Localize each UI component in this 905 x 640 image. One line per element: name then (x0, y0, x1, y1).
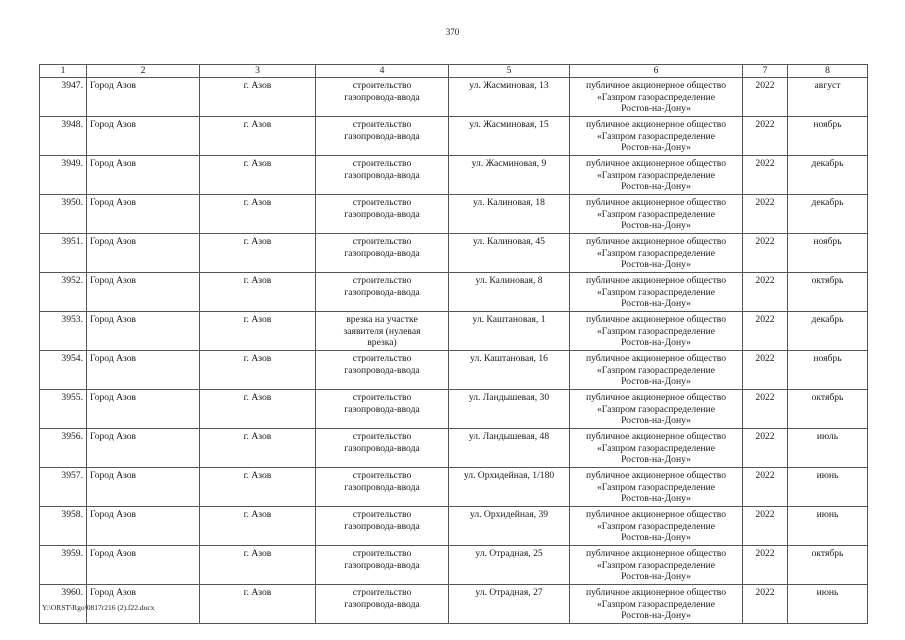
work-type-cell-line: строительство (352, 119, 412, 130)
settlement-cell: г. Азов (200, 195, 316, 234)
settlement-cell: г. Азов (200, 234, 316, 273)
address-cell: ул. Калиновая, 45 (449, 234, 570, 273)
month-cell: октябрь (788, 390, 868, 429)
work-type-cell (316, 351, 449, 390)
table-row (40, 156, 868, 195)
table-row (40, 312, 868, 351)
table-row (40, 546, 868, 585)
organization-cell-line: «Газпром газораспределение (597, 481, 715, 493)
organization-cell-line: «Газпром газораспределение (597, 520, 715, 532)
work-type-cell-line: газопровода-ввода (344, 403, 420, 415)
footer-file-path: Y:\ORST\Rgo\0817r216 (2).f22.docx (42, 603, 155, 612)
organization-cell-line: публичное акционерное общество (585, 392, 727, 403)
organization-cell-line: «Газпром газораспределение (597, 325, 715, 337)
address-cell: ул. Калиновая, 18 (449, 195, 570, 234)
row-number-cell: 3960. (40, 585, 87, 624)
work-type-cell-line: газопровода-ввода (344, 442, 420, 454)
month-cell: октябрь (788, 546, 868, 585)
work-type-cell-line: строительство (352, 431, 412, 442)
column-header: 2 (87, 65, 200, 78)
organization-cell-line: публичное акционерное общество (585, 236, 727, 247)
organization-cell-line: Ростов-на-Дону» (621, 142, 691, 153)
work-type-cell (316, 78, 449, 117)
table-row (40, 234, 868, 273)
address-cell: ул. Орхидейная, 1/180 (449, 468, 570, 507)
month-cell: октябрь (788, 273, 868, 312)
organization-cell (570, 156, 743, 195)
table-row (40, 468, 868, 507)
table-body (40, 78, 868, 624)
organization-cell-line: публичное акционерное общество (585, 197, 727, 208)
address-cell: ул. Отрадная, 27 (449, 585, 570, 624)
settlement-cell: г. Азов (200, 351, 316, 390)
address-cell: ул. Отрадная, 25 (449, 546, 570, 585)
month-cell: декабрь (788, 195, 868, 234)
organization-cell (570, 117, 743, 156)
month-cell: июль (788, 429, 868, 468)
work-type-cell (316, 429, 449, 468)
organization-cell-line: публичное акционерное общество (585, 431, 727, 442)
organization-cell-line: «Газпром газораспределение (597, 286, 715, 298)
work-type-cell-line: заявителя (нулевая (343, 325, 421, 337)
organization-cell-line: публичное акционерное общество (585, 509, 727, 520)
year-cell: 2022 (743, 429, 788, 468)
organization-cell-line: Ростов-на-Дону» (621, 571, 691, 582)
organization-cell-line: Ростов-на-Дону» (621, 220, 691, 231)
column-header: 3 (200, 65, 316, 78)
work-type-cell (316, 390, 449, 429)
registry-table (39, 64, 868, 624)
year-cell: 2022 (743, 507, 788, 546)
municipality-cell: Город Азов (87, 312, 200, 351)
column-header: 5 (449, 65, 570, 78)
work-type-cell-line: строительство (352, 353, 412, 364)
year-cell: 2022 (743, 234, 788, 273)
table-row (40, 195, 868, 234)
work-type-cell-line: строительство (352, 470, 412, 481)
month-cell: июнь (788, 585, 868, 624)
organization-cell-line: Ростов-на-Дону» (621, 493, 691, 504)
municipality-cell: Город Азов (87, 273, 200, 312)
address-cell: ул. Каштановая, 1 (449, 312, 570, 351)
organization-cell-line: «Газпром газораспределение (597, 364, 715, 376)
year-cell: 2022 (743, 273, 788, 312)
work-type-cell-line: газопровода-ввода (344, 598, 420, 610)
month-cell: ноябрь (788, 117, 868, 156)
organization-cell (570, 273, 743, 312)
work-type-cell-line: строительство (352, 587, 412, 598)
month-cell: июнь (788, 507, 868, 546)
month-cell: декабрь (788, 156, 868, 195)
work-type-cell-line: строительство (352, 158, 412, 169)
municipality-cell: Город Азов (87, 156, 200, 195)
organization-cell-line: «Газпром газораспределение (597, 598, 715, 610)
row-number-cell: 3950. (40, 195, 87, 234)
municipality-cell: Город Азов (87, 234, 200, 273)
organization-cell-line: публичное акционерное общество (585, 275, 727, 286)
organization-cell-line: Ростов-на-Дону» (621, 454, 691, 465)
header-row (40, 65, 868, 78)
work-type-cell-line: газопровода-ввода (344, 286, 420, 298)
address-cell: ул. Жасминовая, 9 (449, 156, 570, 195)
municipality-cell: Город Азов (87, 78, 200, 117)
work-type-cell-line: строительство (352, 392, 412, 403)
organization-cell (570, 507, 743, 546)
organization-cell-line: публичное акционерное общество (585, 314, 727, 325)
work-type-cell-line: газопровода-ввода (344, 208, 420, 220)
row-number-cell: 3959. (40, 546, 87, 585)
organization-cell-line: «Газпром газораспределение (597, 442, 715, 454)
municipality-cell: Город Азов (87, 195, 200, 234)
work-type-cell (316, 585, 449, 624)
column-header: 4 (316, 65, 449, 78)
organization-cell (570, 546, 743, 585)
page-number: 370 (445, 27, 460, 37)
year-cell: 2022 (743, 78, 788, 117)
row-number-cell: 3956. (40, 429, 87, 468)
work-type-cell-line: строительство (352, 509, 412, 520)
column-header: 6 (570, 65, 743, 78)
municipality-cell: Город Азов (87, 468, 200, 507)
table-row (40, 117, 868, 156)
address-cell: ул. Жасминовая, 13 (449, 78, 570, 117)
organization-cell-line: «Газпром газораспределение (597, 559, 715, 571)
month-cell: июнь (788, 468, 868, 507)
work-type-cell (316, 507, 449, 546)
work-type-cell (316, 195, 449, 234)
month-cell: август (788, 78, 868, 117)
settlement-cell: г. Азов (200, 273, 316, 312)
year-cell: 2022 (743, 468, 788, 507)
address-cell: ул. Ландышевая, 30 (449, 390, 570, 429)
year-cell: 2022 (743, 195, 788, 234)
organization-cell (570, 234, 743, 273)
year-cell: 2022 (743, 585, 788, 624)
year-cell: 2022 (743, 351, 788, 390)
organization-cell-line: Ростов-на-Дону» (621, 259, 691, 270)
address-cell: ул. Ландышевая, 48 (449, 429, 570, 468)
organization-cell-line: Ростов-на-Дону» (621, 103, 691, 114)
row-number-cell: 3953. (40, 312, 87, 351)
work-type-cell (316, 273, 449, 312)
organization-cell-line: Ростов-на-Дону» (621, 181, 691, 192)
work-type-cell-line: газопровода-ввода (344, 247, 420, 259)
work-type-cell (316, 234, 449, 273)
organization-cell-line: публичное акционерное общество (585, 80, 727, 91)
year-cell: 2022 (743, 117, 788, 156)
row-number-cell: 3948. (40, 117, 87, 156)
organization-cell (570, 390, 743, 429)
work-type-cell (316, 546, 449, 585)
row-number-cell: 3955. (40, 390, 87, 429)
column-header: 1 (40, 65, 87, 78)
table-row (40, 78, 868, 117)
table-row (40, 390, 868, 429)
organization-cell-line: публичное акционерное общество (585, 158, 727, 169)
table-row (40, 273, 868, 312)
table-row (40, 351, 868, 390)
row-number-cell: 3952. (40, 273, 87, 312)
address-cell: ул. Каштановая, 16 (449, 351, 570, 390)
table-row (40, 585, 868, 624)
organization-cell-line: публичное акционерное общество (585, 587, 727, 598)
settlement-cell: г. Азов (200, 312, 316, 351)
work-type-cell (316, 156, 449, 195)
municipality-cell: Город Азов (87, 429, 200, 468)
work-type-cell-line: строительство (352, 197, 412, 208)
municipality-cell: Город Азов (87, 585, 200, 624)
settlement-cell: г. Азов (200, 507, 316, 546)
work-type-cell-line: строительство (352, 275, 412, 286)
organization-cell (570, 429, 743, 468)
organization-cell-line: Ростов-на-Дону» (621, 415, 691, 426)
organization-cell-line: публичное акционерное общество (585, 119, 727, 130)
settlement-cell: г. Азов (200, 546, 316, 585)
work-type-cell-line: газопровода-ввода (344, 130, 420, 142)
work-type-cell (316, 117, 449, 156)
month-cell: ноябрь (788, 234, 868, 273)
year-cell: 2022 (743, 312, 788, 351)
work-type-cell-line: газопровода-ввода (344, 520, 420, 532)
year-cell: 2022 (743, 546, 788, 585)
settlement-cell: г. Азов (200, 156, 316, 195)
year-cell: 2022 (743, 390, 788, 429)
month-cell: декабрь (788, 312, 868, 351)
work-type-cell (316, 468, 449, 507)
work-type-cell-line: газопровода-ввода (344, 559, 420, 571)
year-cell: 2022 (743, 156, 788, 195)
organization-cell-line: публичное акционерное общество (585, 353, 727, 364)
column-header: 8 (788, 65, 868, 78)
row-number-cell: 3947. (40, 78, 87, 117)
organization-cell-line: Ростов-на-Дону» (621, 376, 691, 387)
settlement-cell: г. Азов (200, 468, 316, 507)
work-type-cell-line: газопровода-ввода (344, 364, 420, 376)
organization-cell-line: «Газпром газораспределение (597, 130, 715, 142)
address-cell: ул. Орхидейная, 39 (449, 507, 570, 546)
organization-cell-line: Ростов-на-Дону» (621, 532, 691, 543)
organization-cell-line: Ростов-на-Дону» (621, 610, 691, 621)
organization-cell-line: Ростов-на-Дону» (621, 337, 691, 348)
organization-cell (570, 78, 743, 117)
work-type-cell-line: газопровода-ввода (344, 481, 420, 493)
organization-cell (570, 585, 743, 624)
organization-cell (570, 468, 743, 507)
month-cell: ноябрь (788, 351, 868, 390)
settlement-cell: г. Азов (200, 390, 316, 429)
address-cell: ул. Калиновая, 8 (449, 273, 570, 312)
municipality-cell: Город Азов (87, 117, 200, 156)
settlement-cell: г. Азов (200, 117, 316, 156)
organization-cell-line: «Газпром газораспределение (597, 91, 715, 103)
municipality-cell: Город Азов (87, 390, 200, 429)
address-cell: ул. Жасминовая, 15 (449, 117, 570, 156)
row-number-cell: 3957. (40, 468, 87, 507)
work-type-cell-line: газопровода-ввода (344, 91, 420, 103)
column-header: 7 (743, 65, 788, 78)
settlement-cell: г. Азов (200, 585, 316, 624)
work-type-cell-line: газопровода-ввода (344, 169, 420, 181)
row-number-cell: 3954. (40, 351, 87, 390)
organization-cell-line: «Газпром газораспределение (597, 403, 715, 415)
municipality-cell: Город Азов (87, 351, 200, 390)
work-type-cell (316, 312, 449, 351)
municipality-cell: Город Азов (87, 507, 200, 546)
work-type-cell-line: строительство (352, 236, 412, 247)
organization-cell (570, 195, 743, 234)
settlement-cell: г. Азов (200, 429, 316, 468)
work-type-cell-line: строительство (352, 548, 412, 559)
table-row (40, 429, 868, 468)
organization-cell-line: публичное акционерное общество (585, 548, 727, 559)
organization-cell-line: «Газпром газораспределение (597, 169, 715, 181)
work-type-cell-line: врезка на участке (346, 314, 418, 325)
organization-cell-line: публичное акционерное общество (585, 470, 727, 481)
municipality-cell: Город Азов (87, 546, 200, 585)
organization-cell (570, 351, 743, 390)
settlement-cell: г. Азов (200, 78, 316, 117)
work-type-cell-line: врезка) (367, 337, 397, 348)
row-number-cell: 3951. (40, 234, 87, 273)
row-number-cell: 3958. (40, 507, 87, 546)
table-row (40, 507, 868, 546)
row-number-cell: 3949. (40, 156, 87, 195)
organization-cell-line: «Газпром газораспределение (597, 247, 715, 259)
organization-cell-line: «Газпром газораспределение (597, 208, 715, 220)
work-type-cell-line: строительство (352, 80, 412, 91)
organization-cell (570, 312, 743, 351)
organization-cell-line: Ростов-на-Дону» (621, 298, 691, 309)
